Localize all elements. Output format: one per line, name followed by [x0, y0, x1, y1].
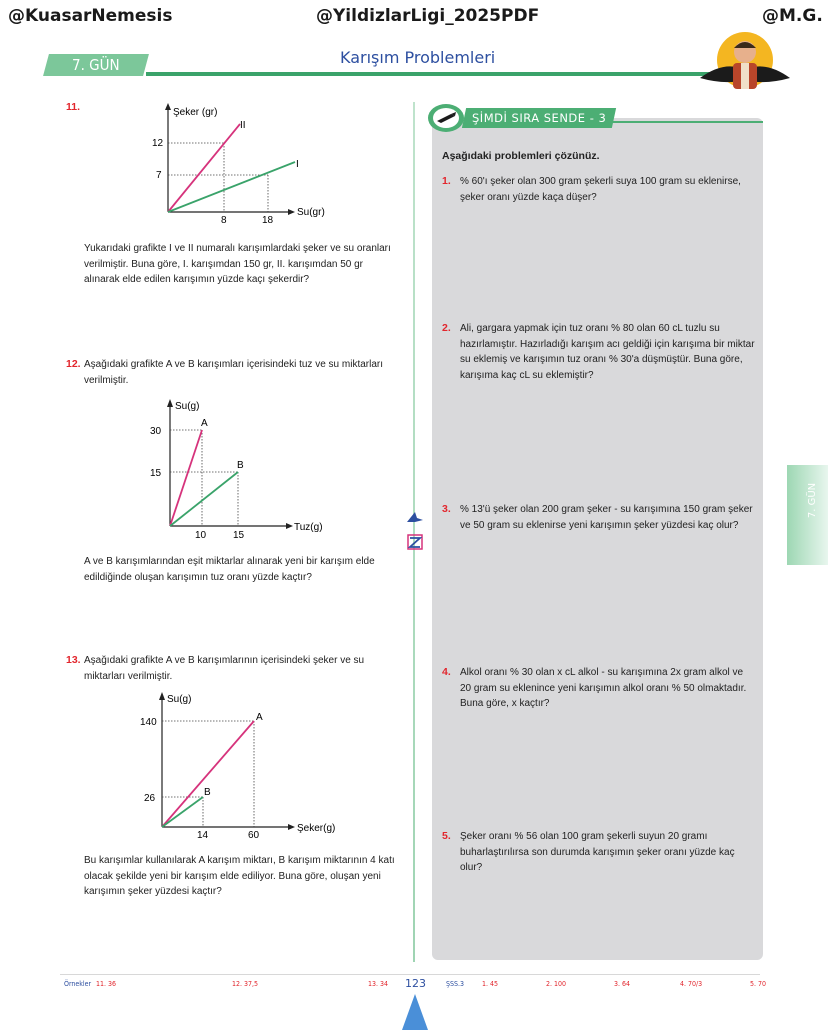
item3-number: 3.	[442, 503, 451, 515]
q11-tick-x1: 8	[221, 215, 227, 226]
q12-ylabel: Su(g)	[175, 401, 200, 412]
q12-point-a: A	[201, 418, 208, 429]
q11-line-I	[168, 162, 295, 212]
item5-text: Şeker oranı % 56 olan 100 gram şekerli suyun 20 gramı buharlaştırılırsa son durumda karışımın şeker oranı yüzde kaç olur?	[460, 831, 735, 873]
q11-line1-label: I	[296, 159, 299, 170]
q12-line-A	[170, 430, 202, 526]
q11-x-arrow	[288, 209, 295, 215]
q11-text: Yukarıdaki grafikte I ve II numaralı karışımlardaki şeker ve su oranları verilmiştir. Buna göre, I. karışımdan 150 gr, II. karışımdan 50 gr alınarak elde edilen karışımın yüzde kaçı şekerdir?	[84, 243, 391, 285]
page-number: 123	[405, 977, 426, 990]
side-tab-label: 7. GÜN	[807, 482, 819, 519]
footer-rule	[60, 974, 760, 975]
q11-tick-x2: 18	[262, 215, 274, 226]
q11-graph	[140, 100, 340, 228]
footer-s2: 2. 100	[546, 980, 567, 988]
q13-number: 13.	[66, 654, 81, 666]
q13-tick-y2: 26	[144, 793, 156, 804]
q12-point-b: B	[237, 460, 244, 471]
q12-tick-x2: 15	[233, 530, 245, 541]
pen-badge-icon	[426, 102, 466, 134]
q13-tick-x1: 14	[197, 830, 209, 840]
q13-text: Aşağıdaki grafikte A ve B karışımlarının içerisindeki şeker ve su miktarları verilmiştir.	[84, 655, 365, 682]
footer-s4: 4. 70/3	[680, 980, 703, 988]
q12-tick-y1: 30	[150, 426, 162, 437]
q12-text: Aşağıdaki grafikte A ve B karışımları içerisindeki tuz ve su miktarları verilmiştir.	[84, 359, 383, 386]
q12-number: 12.	[66, 358, 81, 370]
footer-label: Örnekler	[64, 980, 92, 988]
watermark-right: @M.G.	[762, 6, 823, 26]
q12-text2: A ve B karışımlarından eşit miktarlar alınarak yeni bir karışım elde edildiğinde oluşan karışımın tuz oranı yüzde kaçtır?	[84, 556, 375, 583]
footer-s1: 1. 45	[482, 980, 499, 988]
item3-text: % 13'ü şeker olan 200 gram şeker - su karışımına 150 gram şeker ve 50 gram su eklenirse yeni karışımın şeker yüzdesi kaç olur?	[460, 504, 753, 531]
q13-point-a: A	[256, 712, 263, 723]
logo-mark-icon	[405, 508, 425, 553]
q13-line-B	[162, 797, 203, 827]
side-tab	[787, 465, 828, 565]
q12-tick-x1: 10	[195, 530, 207, 541]
practice-badge	[462, 108, 616, 128]
q11-xlabel: Su(gr)	[297, 207, 325, 218]
mascot-illustration	[695, 30, 795, 100]
footer-answer-12: 12. 37,5	[232, 980, 259, 988]
day-label: 7. GÜN	[72, 56, 120, 74]
q11-ylabel: Şeker (gr)	[173, 107, 218, 118]
q13-tick-y1: 140	[140, 717, 157, 728]
page-title: Karışım Problemleri	[340, 48, 496, 67]
watermark-left: @KuasarNemesis	[8, 6, 173, 26]
footer-s3: 3. 64	[614, 980, 631, 988]
footer-s5: 5. 70	[750, 980, 767, 988]
q12-line-B	[170, 472, 238, 526]
q13-xlabel: Şeker(g)	[297, 823, 336, 834]
q11-line-II	[168, 124, 240, 212]
q13-tick-x2: 60	[248, 830, 260, 840]
q13-text2: Bu karışımlar kullanılarak A karışım miktarı, B karışım miktarının 4 katı olacak şekilde yeni bir karışım elde ediliyor. Buna göre, oluşan yeni karışımın şeker yüzdesi kaçtır?	[84, 855, 395, 897]
day-tab	[43, 54, 149, 76]
item2-number: 2.	[442, 322, 451, 334]
instruction: Aşağıdaki problemleri çözünüz.	[442, 150, 600, 162]
item1-number: 1.	[442, 175, 451, 187]
q13-ylabel: Su(g)	[167, 694, 192, 705]
q11-tick-y1: 12	[152, 138, 164, 149]
q11-tick-y2: 7	[156, 170, 162, 181]
item5-number: 5.	[442, 830, 451, 842]
footer-answer-13: 13. 34	[368, 980, 389, 988]
q11-line2-label: II	[240, 120, 246, 131]
item2-text: Ali, gargara yapmak için tuz oranı % 80 olan 60 cL tuzlu su hazırlamıştır. Hazırladığı karışım acı geldiği için karışıma bir miktar su eklemiş ve karışımın tuz oranı % 30'a düşmüştür. Buna göre, karışıma kaç cL su eklemiştir?	[460, 323, 755, 381]
item4-number: 4.	[442, 666, 451, 678]
q12-tick-y2: 15	[150, 468, 162, 479]
q11-number: 11.	[66, 101, 81, 113]
q12-xlabel: Tuz(g)	[294, 522, 323, 533]
q12-graph	[140, 395, 340, 545]
item1-text: % 60'ı şeker olan 300 gram şekerli suya 100 gram su eklenirse, şeker oranı yüzde kaça düşer?	[460, 176, 741, 203]
bottom-arrow-icon	[402, 994, 428, 1030]
q13-graph	[130, 688, 350, 840]
footer-sss: ŞSS.3	[446, 980, 465, 988]
q13-point-b: B	[204, 787, 211, 798]
practice-badge-label: ŞİMDİ SIRA SENDE - 3	[471, 111, 607, 125]
q11-y-arrow	[165, 103, 171, 110]
header-line	[146, 72, 726, 76]
badge-line	[612, 121, 763, 123]
watermark-center: @YildizlarLigi_2025PDF	[316, 6, 540, 26]
item4-text: Alkol oranı % 30 olan x cL alkol - su karışımına 2x gram alkol ve 20 gram su eklenince yeni karışımın alkol oranı % 50 olmaktadır. Buna göre, x kaçtır?	[460, 667, 747, 709]
footer-answer-11: 11. 36	[96, 980, 117, 988]
q13-line-A	[162, 721, 254, 827]
